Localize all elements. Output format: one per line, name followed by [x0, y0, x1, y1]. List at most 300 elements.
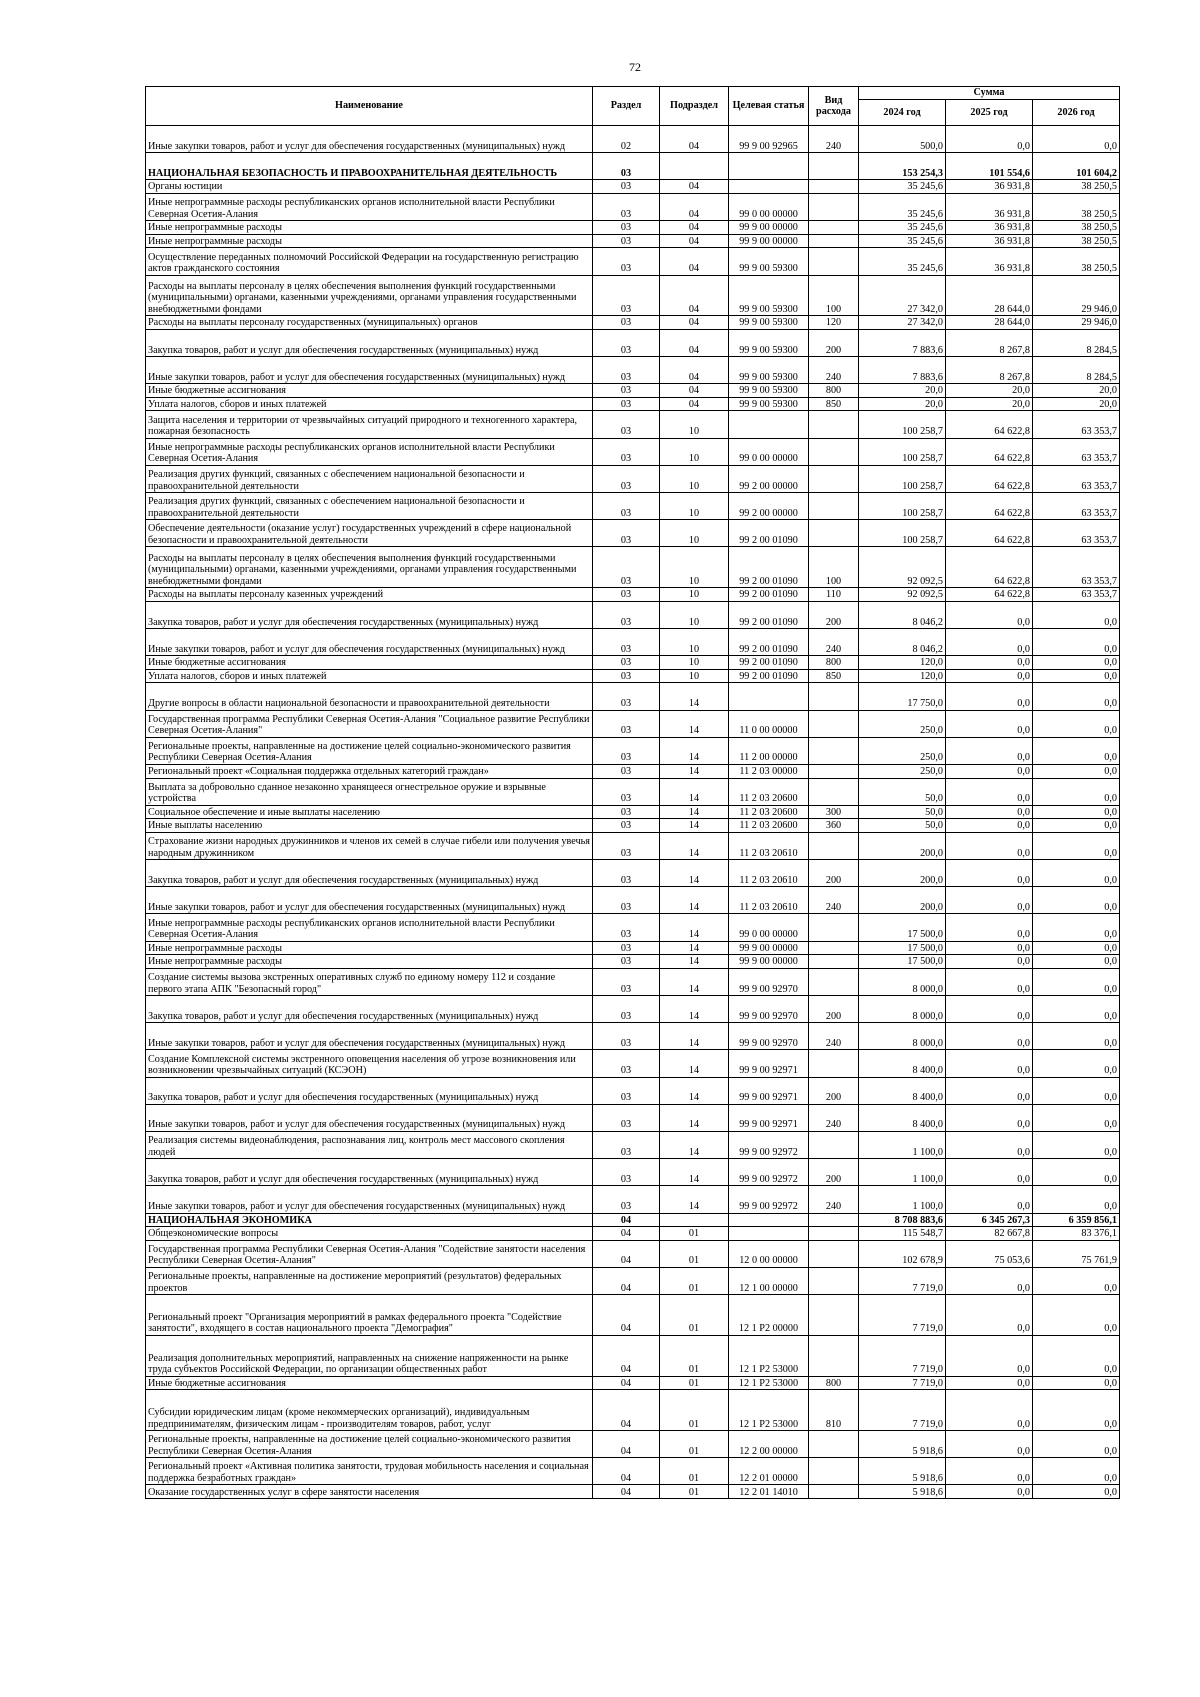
row-name: Социальное обеспечение и иные выплаты населению [146, 805, 593, 819]
row-sum-2026: 63 353,7 [1033, 547, 1120, 588]
row-vid [809, 968, 859, 995]
row-sum-2024: 8 400,0 [859, 1104, 946, 1131]
row-target: 12 2 01 00000 [729, 1458, 809, 1485]
row-sum-2025: 28 644,0 [946, 275, 1033, 316]
row-sum-2024: 250,0 [859, 764, 946, 778]
table-row [146, 941, 1120, 955]
row-sum-2024: 115 548,7 [859, 1227, 946, 1241]
row-sum-2024: 20,0 [859, 397, 946, 411]
row-target: 99 9 00 00000 [729, 941, 809, 955]
row-razdel: 03 [593, 180, 660, 194]
table-row [146, 316, 1120, 330]
row-sum-2025: 0,0 [946, 968, 1033, 995]
row-target: 11 2 03 20610 [729, 887, 809, 914]
table-row [146, 1390, 1120, 1431]
row-sum-2026: 38 250,5 [1033, 180, 1120, 194]
row-target: 99 9 00 00000 [729, 955, 809, 969]
table-row [146, 438, 1120, 465]
row-razdel: 04 [593, 1227, 660, 1241]
row-podrazdel: 01 [660, 1240, 729, 1267]
table-row [146, 955, 1120, 969]
row-vid: 200 [809, 860, 859, 887]
row-razdel: 03 [593, 860, 660, 887]
row-sum-2026: 38 250,5 [1033, 248, 1120, 275]
table-row [146, 180, 1120, 194]
row-target: 99 2 00 00000 [729, 493, 809, 520]
row-razdel: 04 [593, 1240, 660, 1267]
row-razdel: 03 [593, 411, 660, 438]
row-sum-2026: 0,0 [1033, 1485, 1120, 1499]
row-name: Иные выплаты населению [146, 819, 593, 833]
row-razdel: 03 [593, 669, 660, 683]
row-razdel: 03 [593, 1131, 660, 1158]
row-name: Иные закупки товаров, работ и услуг для обеспечения государственных (муниципальных) нужд [146, 1104, 593, 1131]
row-vid [809, 941, 859, 955]
row-razdel: 03 [593, 832, 660, 859]
row-sum-2025: 0,0 [946, 629, 1033, 656]
table-row [146, 1335, 1120, 1376]
row-vid: 800 [809, 384, 859, 398]
row-razdel: 02 [593, 126, 660, 153]
row-sum-2024: 500,0 [859, 126, 946, 153]
row-sum-2025: 0,0 [946, 1458, 1033, 1485]
row-sum-2026: 0,0 [1033, 764, 1120, 778]
table-row [146, 588, 1120, 602]
row-name: Создание Комплексной системы экстренного оповещения населения об угрозе возникновения или возникновении чрезвычайных ситуаций (КСЭОН) [146, 1050, 593, 1077]
row-target [729, 683, 809, 710]
row-vid [809, 438, 859, 465]
table-row [146, 248, 1120, 275]
row-sum-2025: 36 931,8 [946, 193, 1033, 220]
row-sum-2026: 0,0 [1033, 914, 1120, 941]
row-podrazdel: 01 [660, 1458, 729, 1485]
row-sum-2024: 250,0 [859, 710, 946, 737]
row-sum-2026: 63 353,7 [1033, 520, 1120, 547]
row-vid [809, 234, 859, 248]
row-sum-2025: 36 931,8 [946, 221, 1033, 235]
row-name: Расходы на выплаты персоналу в целях обеспечения выполнения функций государственными (муниципальными) органами, казенными учреждениями, органами управления государственными внебюджетными фондами [146, 275, 593, 316]
header-sum: Сумма [859, 87, 1120, 100]
row-vid [809, 914, 859, 941]
row-podrazdel: 14 [660, 805, 729, 819]
row-sum-2025: 0,0 [946, 669, 1033, 683]
row-sum-2026: 20,0 [1033, 384, 1120, 398]
row-target: 99 9 00 59300 [729, 384, 809, 398]
row-sum-2026: 29 946,0 [1033, 316, 1120, 330]
budget-table [145, 86, 1120, 1499]
table-header [146, 87, 1120, 126]
row-sum-2025: 0,0 [946, 601, 1033, 628]
table-row [146, 805, 1120, 819]
row-sum-2025: 75 053,6 [946, 1240, 1033, 1267]
row-sum-2024: 7 883,6 [859, 357, 946, 384]
row-sum-2026: 63 353,7 [1033, 493, 1120, 520]
row-sum-2025: 0,0 [946, 778, 1033, 805]
row-name: Расходы на выплаты персоналу казенных учреждений [146, 588, 593, 602]
row-name: Иные закупки товаров, работ и услуг для обеспечения государственных (муниципальных) нужд [146, 629, 593, 656]
row-sum-2025: 8 267,8 [946, 357, 1033, 384]
row-podrazdel: 04 [660, 221, 729, 235]
row-name: Региональный проект «Социальная поддержка отдельных категорий граждан» [146, 764, 593, 778]
row-name: Защита населения и территории от чрезвычайных ситуаций природного и техногенного характера, пожарная безопасность [146, 411, 593, 438]
row-sum-2024: 8 400,0 [859, 1050, 946, 1077]
row-razdel: 03 [593, 588, 660, 602]
row-sum-2026: 0,0 [1033, 941, 1120, 955]
row-name: Закупка товаров, работ и услуг для обеспечения государственных (муниципальных) нужд [146, 1077, 593, 1104]
row-podrazdel: 14 [660, 860, 729, 887]
row-sum-2025: 36 931,8 [946, 180, 1033, 194]
table-row [146, 887, 1120, 914]
row-vid [809, 1050, 859, 1077]
row-sum-2026: 0,0 [1033, 1186, 1120, 1213]
row-sum-2026: 0,0 [1033, 1159, 1120, 1186]
row-name: Выплата за добровольно сданное незаконно хранящееся огнестрельное оружие и взрывные устройства [146, 778, 593, 805]
row-podrazdel: 01 [660, 1485, 729, 1499]
row-sum-2026: 0,0 [1033, 805, 1120, 819]
row-name: Органы юстиции [146, 180, 593, 194]
row-vid: 800 [809, 656, 859, 670]
row-podrazdel: 04 [660, 357, 729, 384]
row-name: Обеспечение деятельности (оказание услуг) государственных учреждений в сфере национальной безопасности и правоохранительной деятельности [146, 520, 593, 547]
row-sum-2024: 100 258,7 [859, 411, 946, 438]
table-row [146, 968, 1120, 995]
header-vid: Вид расхода [809, 87, 859, 126]
row-sum-2026: 29 946,0 [1033, 275, 1120, 316]
row-podrazdel: 14 [660, 887, 729, 914]
row-sum-2025: 0,0 [946, 1186, 1033, 1213]
row-name: Страхование жизни народных дружинников и членов их семей в случае гибели или получения увечья народным дружинником [146, 832, 593, 859]
row-target: 12 1 P2 53000 [729, 1335, 809, 1376]
row-vid: 240 [809, 357, 859, 384]
row-sum-2025: 0,0 [946, 1390, 1033, 1431]
row-target: 11 2 03 20610 [729, 832, 809, 859]
row-razdel: 03 [593, 941, 660, 955]
row-sum-2026: 0,0 [1033, 887, 1120, 914]
row-razdel: 03 [593, 153, 660, 180]
row-sum-2026: 0,0 [1033, 968, 1120, 995]
row-razdel: 04 [593, 1376, 660, 1390]
row-podrazdel: 14 [660, 737, 729, 764]
row-sum-2026: 0,0 [1033, 1023, 1120, 1050]
row-sum-2025: 0,0 [946, 710, 1033, 737]
row-name: Реализация дополнительных мероприятий, направленных на снижение напряженности на рынке труда субъектов Российской Федерации, по организации общественных работ [146, 1335, 593, 1376]
row-sum-2026: 0,0 [1033, 1077, 1120, 1104]
row-sum-2025: 0,0 [946, 1376, 1033, 1390]
row-podrazdel: 04 [660, 193, 729, 220]
row-vid: 240 [809, 1186, 859, 1213]
row-razdel: 03 [593, 357, 660, 384]
row-sum-2026: 0,0 [1033, 683, 1120, 710]
row-sum-2025: 64 622,8 [946, 465, 1033, 492]
row-sum-2024: 20,0 [859, 384, 946, 398]
row-sum-2024: 35 245,6 [859, 193, 946, 220]
row-sum-2024: 17 500,0 [859, 914, 946, 941]
row-name: НАЦИОНАЛЬНАЯ ЭКОНОМИКА [146, 1213, 593, 1227]
row-sum-2024: 7 719,0 [859, 1267, 946, 1294]
row-vid: 240 [809, 126, 859, 153]
table-row [146, 1240, 1120, 1267]
row-sum-2026: 63 353,7 [1033, 588, 1120, 602]
row-vid: 240 [809, 1104, 859, 1131]
row-name: Иные закупки товаров, работ и услуг для обеспечения государственных (муниципальных) нужд [146, 1023, 593, 1050]
row-sum-2025: 0,0 [946, 1077, 1033, 1104]
row-sum-2026: 38 250,5 [1033, 193, 1120, 220]
row-sum-2024: 200,0 [859, 832, 946, 859]
row-sum-2026: 0,0 [1033, 1335, 1120, 1376]
table-row [146, 1077, 1120, 1104]
row-sum-2026: 8 284,5 [1033, 357, 1120, 384]
row-razdel: 04 [593, 1295, 660, 1336]
row-target [729, 411, 809, 438]
row-sum-2026: 38 250,5 [1033, 234, 1120, 248]
table-row [146, 629, 1120, 656]
row-target: 11 2 00 00000 [729, 737, 809, 764]
row-vid: 240 [809, 1023, 859, 1050]
row-name: Реализация системы видеонаблюдения, распознавания лиц, контроль мест массового скопления людей [146, 1131, 593, 1158]
row-razdel: 04 [593, 1335, 660, 1376]
row-sum-2025: 0,0 [946, 1104, 1033, 1131]
row-razdel: 03 [593, 397, 660, 411]
row-razdel: 04 [593, 1458, 660, 1485]
row-name: Иные бюджетные ассигнования [146, 1376, 593, 1390]
row-target: 11 0 00 00000 [729, 710, 809, 737]
row-vid: 200 [809, 601, 859, 628]
row-target: 99 9 00 59300 [729, 357, 809, 384]
row-name: Государственная программа Республики Северная Осетия-Алания "Социальное развитие Республики Северная Осетия-Алания" [146, 710, 593, 737]
row-sum-2026: 0,0 [1033, 819, 1120, 833]
row-sum-2025: 20,0 [946, 397, 1033, 411]
row-sum-2024: 100 258,7 [859, 520, 946, 547]
row-sum-2026: 63 353,7 [1033, 411, 1120, 438]
row-sum-2026: 0,0 [1033, 1131, 1120, 1158]
row-sum-2024: 8 708 883,6 [859, 1213, 946, 1227]
row-target: 99 2 00 01090 [729, 656, 809, 670]
row-razdel: 03 [593, 465, 660, 492]
table-row [146, 601, 1120, 628]
row-vid [809, 778, 859, 805]
row-sum-2025: 64 622,8 [946, 520, 1033, 547]
row-razdel: 03 [593, 968, 660, 995]
table-row [146, 1485, 1120, 1499]
row-sum-2026: 38 250,5 [1033, 221, 1120, 235]
row-sum-2024: 153 254,3 [859, 153, 946, 180]
row-sum-2025: 0,0 [946, 737, 1033, 764]
row-podrazdel: 10 [660, 411, 729, 438]
row-sum-2025: 0,0 [946, 996, 1033, 1023]
row-target: 99 9 00 92970 [729, 996, 809, 1023]
table-row [146, 1458, 1120, 1485]
row-vid [809, 153, 859, 180]
row-target: 12 0 00 00000 [729, 1240, 809, 1267]
row-sum-2024: 17 750,0 [859, 683, 946, 710]
row-podrazdel: 14 [660, 683, 729, 710]
row-sum-2026: 0,0 [1033, 737, 1120, 764]
row-razdel: 03 [593, 1159, 660, 1186]
row-name: Расходы на выплаты персоналу в целях обеспечения выполнения функций государственными (муниципальными) органами, казенными учреждениями, органами управления государственными внебюджетными фондами [146, 547, 593, 588]
row-sum-2024: 8 046,2 [859, 601, 946, 628]
row-sum-2026: 75 761,9 [1033, 1240, 1120, 1267]
table-row [146, 737, 1120, 764]
table-row [146, 914, 1120, 941]
row-vid [809, 465, 859, 492]
row-target: 99 2 00 01090 [729, 520, 809, 547]
row-razdel: 03 [593, 493, 660, 520]
table-row [146, 465, 1120, 492]
row-vid [809, 411, 859, 438]
row-name: Иные непрограммные расходы [146, 955, 593, 969]
row-razdel: 03 [593, 1050, 660, 1077]
row-podrazdel: 04 [660, 397, 729, 411]
table-row [146, 819, 1120, 833]
row-target: 12 2 01 14010 [729, 1485, 809, 1499]
row-podrazdel: 01 [660, 1295, 729, 1336]
row-vid [809, 520, 859, 547]
row-sum-2025: 36 931,8 [946, 248, 1033, 275]
row-sum-2024: 100 258,7 [859, 493, 946, 520]
row-sum-2024: 8 400,0 [859, 1077, 946, 1104]
table-row [146, 234, 1120, 248]
row-sum-2026: 0,0 [1033, 1104, 1120, 1131]
table-row [146, 1295, 1120, 1336]
row-target: 12 2 00 00000 [729, 1431, 809, 1458]
row-sum-2025: 20,0 [946, 384, 1033, 398]
row-podrazdel: 04 [660, 329, 729, 356]
row-podrazdel: 14 [660, 914, 729, 941]
row-sum-2026: 6 359 856,1 [1033, 1213, 1120, 1227]
row-vid [809, 193, 859, 220]
row-sum-2025: 0,0 [946, 955, 1033, 969]
row-podrazdel: 14 [660, 764, 729, 778]
row-target: 99 9 00 59300 [729, 397, 809, 411]
row-name: Закупка товаров, работ и услуг для обеспечения государственных (муниципальных) нужд [146, 860, 593, 887]
row-sum-2024: 7 719,0 [859, 1390, 946, 1431]
row-podrazdel: 04 [660, 316, 729, 330]
row-target [729, 180, 809, 194]
row-sum-2026: 0,0 [1033, 1376, 1120, 1390]
row-sum-2025: 64 622,8 [946, 411, 1033, 438]
row-sum-2026: 83 376,1 [1033, 1227, 1120, 1241]
row-razdel: 04 [593, 1213, 660, 1227]
row-target: 99 9 00 59300 [729, 316, 809, 330]
table-row [146, 1376, 1120, 1390]
row-sum-2025: 64 622,8 [946, 547, 1033, 588]
row-podrazdel: 14 [660, 1104, 729, 1131]
table-row [146, 1050, 1120, 1077]
row-sum-2025: 0,0 [946, 941, 1033, 955]
row-sum-2026: 0,0 [1033, 1431, 1120, 1458]
row-name: Иные непрограммные расходы [146, 221, 593, 235]
row-sum-2025: 101 554,6 [946, 153, 1033, 180]
row-razdel: 03 [593, 438, 660, 465]
row-target: 99 9 00 00000 [729, 221, 809, 235]
row-name: Закупка товаров, работ и услуг для обеспечения государственных (муниципальных) нужд [146, 329, 593, 356]
row-razdel: 04 [593, 1485, 660, 1499]
row-podrazdel: 14 [660, 819, 729, 833]
row-sum-2026: 0,0 [1033, 601, 1120, 628]
row-sum-2025: 0,0 [946, 1335, 1033, 1376]
table-row [146, 1267, 1120, 1294]
row-target: 99 9 00 92971 [729, 1104, 809, 1131]
row-sum-2025: 0,0 [946, 914, 1033, 941]
row-sum-2025: 28 644,0 [946, 316, 1033, 330]
row-razdel: 03 [593, 778, 660, 805]
row-sum-2024: 8 000,0 [859, 1023, 946, 1050]
row-razdel: 03 [593, 805, 660, 819]
row-name: Закупка товаров, работ и услуг для обеспечения государственных (муниципальных) нужд [146, 996, 593, 1023]
row-sum-2026: 0,0 [1033, 1295, 1120, 1336]
row-vid: 240 [809, 887, 859, 914]
row-podrazdel: 01 [660, 1227, 729, 1241]
row-name: Иные непрограммные расходы республиканских органов исполнительной власти Республики Северная Осетия-Алания [146, 438, 593, 465]
row-vid: 200 [809, 1159, 859, 1186]
row-podrazdel: 14 [660, 1186, 729, 1213]
table-row [146, 710, 1120, 737]
row-target: 99 0 00 00000 [729, 438, 809, 465]
row-sum-2024: 27 342,0 [859, 316, 946, 330]
row-name: Реализация других функций, связанных с обеспечением национальной безопасности и правоохранительной деятельности [146, 493, 593, 520]
row-name: Региональные проекты, направленные на достижение целей социально-экономического развития Республики Северная Осетия-Алания [146, 1431, 593, 1458]
row-sum-2024: 7 719,0 [859, 1335, 946, 1376]
row-sum-2025: 0,0 [946, 860, 1033, 887]
row-vid: 800 [809, 1376, 859, 1390]
row-name: Иные закупки товаров, работ и услуг для обеспечения государственных (муниципальных) нужд [146, 126, 593, 153]
row-target: 99 0 00 00000 [729, 193, 809, 220]
row-sum-2026: 0,0 [1033, 860, 1120, 887]
row-sum-2026: 0,0 [1033, 126, 1120, 153]
row-name: Иные закупки товаров, работ и услуг для обеспечения государственных (муниципальных) нужд [146, 887, 593, 914]
row-vid [809, 1295, 859, 1336]
header-2025: 2025 год [946, 100, 1033, 126]
row-podrazdel: 10 [660, 438, 729, 465]
row-vid: 240 [809, 629, 859, 656]
row-sum-2024: 92 092,5 [859, 588, 946, 602]
table-row [146, 656, 1120, 670]
row-sum-2024: 100 258,7 [859, 465, 946, 492]
row-sum-2025: 64 622,8 [946, 438, 1033, 465]
row-razdel: 03 [593, 275, 660, 316]
table-row [146, 778, 1120, 805]
row-vid: 120 [809, 316, 859, 330]
row-razdel: 03 [593, 1023, 660, 1050]
table-row [146, 832, 1120, 859]
row-target: 11 2 03 20600 [729, 819, 809, 833]
row-target: 99 0 00 00000 [729, 914, 809, 941]
row-target: 12 1 P2 00000 [729, 1295, 809, 1336]
row-vid [809, 1131, 859, 1158]
row-sum-2024: 250,0 [859, 737, 946, 764]
row-podrazdel: 04 [660, 180, 729, 194]
header-name: Наименование [146, 87, 593, 126]
row-target: 99 9 00 00000 [729, 234, 809, 248]
header-target: Целевая статья [729, 87, 809, 126]
row-razdel: 03 [593, 737, 660, 764]
row-sum-2025: 0,0 [946, 1431, 1033, 1458]
row-vid: 810 [809, 1390, 859, 1431]
row-name: Оказание государственных услуг в сфере занятости населения [146, 1485, 593, 1499]
row-vid [809, 955, 859, 969]
row-target: 99 9 00 92972 [729, 1159, 809, 1186]
row-sum-2026: 0,0 [1033, 656, 1120, 670]
row-podrazdel: 04 [660, 248, 729, 275]
row-target: 11 2 03 20600 [729, 778, 809, 805]
row-sum-2025: 8 267,8 [946, 329, 1033, 356]
row-podrazdel: 04 [660, 234, 729, 248]
header-razdel: Раздел [593, 87, 660, 126]
row-sum-2024: 5 918,6 [859, 1431, 946, 1458]
row-vid: 200 [809, 996, 859, 1023]
row-target: 11 2 03 20600 [729, 805, 809, 819]
row-sum-2024: 35 245,6 [859, 248, 946, 275]
